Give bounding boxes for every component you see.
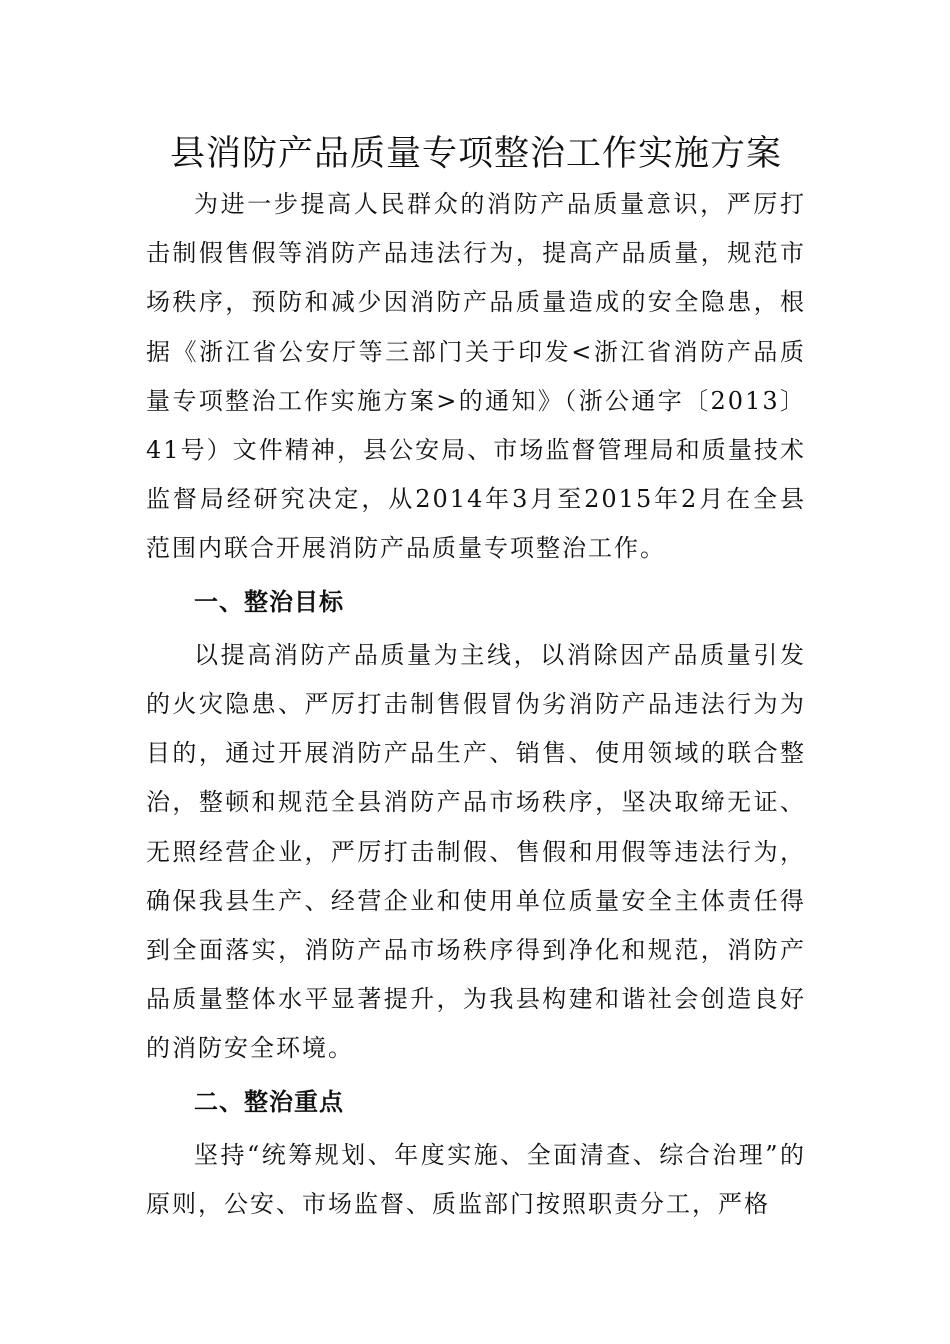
section-heading: 一、整治目标 — [194, 587, 344, 616]
section-body: 以提高消防产品质量为主线，以消除因产品质量引发的火灾隐患、严厉打击制售假冒伪劣消防产品违法行为为目的，通过开展消防产品生产、销售、使用领域的联合整治，整顿和规范全县消防产品市场秩序，坚决取缔无证、无照经营企业，严厉打击制假、售假和用假等违法行为，确保我县生产、经营企业和使用单位质量安全主体责任得到全面落实，消防产品市场秩序得到净化和规范，消防产品质量整体水平显著提升，为我县构建和谐社会创造良好的消防安全环境。 — [146, 640, 806, 1063]
section-body: 坚持“统筹规划、年度实施、全面清查、综合治理”的原则，公安、市场监督、质监部门按照职责分工，严格 — [146, 1140, 806, 1219]
section-focus — [146, 1078, 806, 1230]
document-title: 县消防产品质量专项整治工作实施方案 — [169, 134, 782, 174]
document-page — [146, 128, 806, 1229]
section-targets — [146, 578, 806, 1074]
section-heading: 二、整治重点 — [194, 1087, 344, 1116]
intro-paragraph: 为进一步提高人民群众的消防产品质量意识，严厉打击制假售假等消防产品违法行为，提高产品质量，规范市场秩序，预防和减少因消防产品质量造成的安全隐患，根据《浙江省公安厅等三部门关于印发<浙江省消防产品质量专项整治工作实施方案>的通知》（浙公通字〔2013〕41号）文件精神，县公安局、市场监督管理局和质量技术监督局经研究决定，从2014年3月至2015年2月在全县范围内联合开展消防产品质量专项整治工作。 — [146, 190, 806, 563]
